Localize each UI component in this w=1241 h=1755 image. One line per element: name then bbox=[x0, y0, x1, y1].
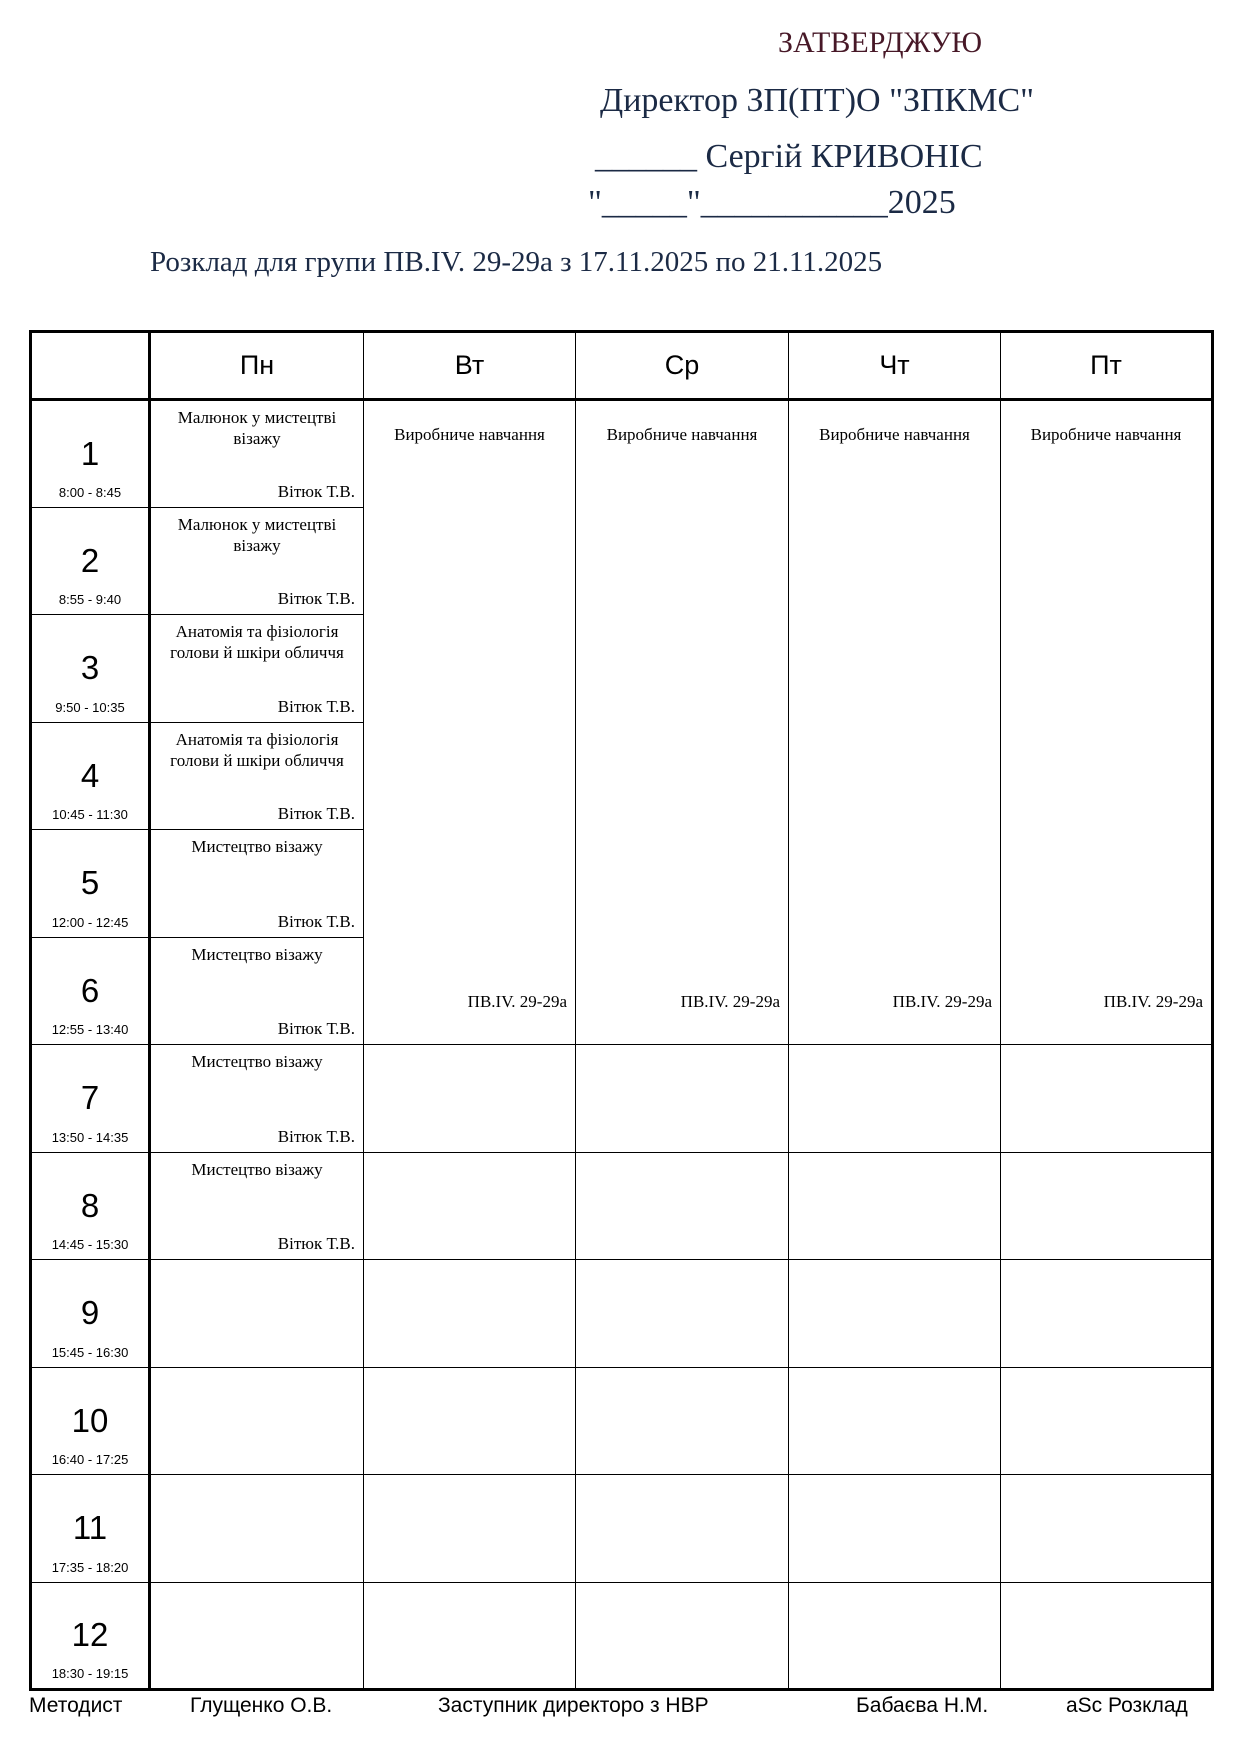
period-number: 9 bbox=[80, 1294, 100, 1332]
period-cell-10 bbox=[31, 1367, 150, 1475]
table-row bbox=[31, 1260, 1213, 1368]
lesson-cell-mon-8 bbox=[150, 1152, 364, 1260]
empty-cell-fri-7 bbox=[1001, 1045, 1213, 1153]
period-time: 8:00 - 8:45 bbox=[58, 484, 122, 500]
period-number: 7 bbox=[80, 1079, 100, 1117]
table-row bbox=[31, 1367, 1213, 1475]
lesson-cell-mon-6 bbox=[150, 937, 364, 1045]
practice-cell-thu bbox=[789, 400, 1001, 1045]
footer-deputy-label: Заступник директоро з НВР bbox=[438, 1694, 709, 1717]
lesson-subject: Мистецтво візажу bbox=[191, 944, 323, 964]
practice-subject: Виробниче навчання bbox=[606, 425, 758, 444]
day-header-thu: Чт bbox=[789, 332, 1001, 400]
lesson-subject: Анатомія та фізіологія голови й шкіри обличчя bbox=[170, 622, 344, 663]
period-cell-8 bbox=[31, 1152, 150, 1260]
period-time: 12:55 - 13:40 bbox=[51, 1022, 129, 1037]
period-cell-12 bbox=[31, 1582, 150, 1690]
period-number: 8 bbox=[80, 1186, 100, 1224]
period-time: 15:45 - 16:30 bbox=[51, 1344, 129, 1360]
empty-cell-tue-10 bbox=[364, 1367, 576, 1475]
period-time: 8:55 - 9:40 bbox=[58, 592, 122, 607]
period-cell-5 bbox=[31, 830, 150, 938]
day-header-fri: Пт bbox=[1001, 332, 1213, 400]
period-number: 2 bbox=[80, 541, 100, 579]
period-time: 13:50 - 14:35 bbox=[51, 1129, 129, 1145]
empty-cell-wed-10 bbox=[576, 1367, 789, 1475]
period-cell-2 bbox=[31, 507, 150, 615]
period-cell-3 bbox=[31, 615, 150, 723]
practice-cell-wed bbox=[576, 400, 789, 1045]
period-cell-7 bbox=[31, 1045, 150, 1153]
period-number: 1 bbox=[80, 434, 100, 472]
practice-group: ПВ.IV. 29-29а bbox=[467, 992, 567, 1011]
practice-group: ПВ.IV. 29-29а bbox=[680, 992, 780, 1011]
signature-line: ______ Сергій КРИВОНІС bbox=[595, 138, 983, 175]
lesson-teacher: Вітюк Т.В. bbox=[277, 1126, 355, 1146]
empty-cell-fri-12 bbox=[1001, 1582, 1213, 1690]
table-row bbox=[31, 1152, 1213, 1260]
schedule-table bbox=[29, 330, 1214, 1691]
practice-group: ПВ.IV. 29-29а bbox=[1103, 992, 1203, 1011]
empty-cell-thu-12 bbox=[789, 1582, 1001, 1690]
lesson-cell-mon-4 bbox=[150, 722, 364, 830]
empty-cell-wed-7 bbox=[576, 1045, 789, 1153]
day-header-mon: Пн bbox=[150, 332, 364, 400]
practice-cell-tue bbox=[364, 400, 576, 1045]
practice-subject: Виробниче навчання bbox=[394, 425, 545, 444]
table-row bbox=[31, 1475, 1213, 1583]
empty-cell-tue-12 bbox=[364, 1582, 576, 1690]
period-time: 16:40 - 17:25 bbox=[51, 1452, 129, 1467]
period-number: 5 bbox=[80, 864, 100, 902]
director-title-line: Директор ЗП(ПТ)О "ЗПКМС" bbox=[600, 82, 1034, 119]
empty-cell-wed-9 bbox=[576, 1260, 789, 1368]
empty-cell-mon-10 bbox=[150, 1367, 364, 1475]
empty-cell-wed-11 bbox=[576, 1475, 789, 1583]
empty-cell-thu-7 bbox=[789, 1045, 1001, 1153]
empty-cell-thu-10 bbox=[789, 1367, 1001, 1475]
period-time: 17:35 - 18:20 bbox=[51, 1559, 129, 1575]
date-line: "_____"___________2025 bbox=[588, 184, 956, 221]
empty-cell-thu-11 bbox=[789, 1475, 1001, 1583]
empty-cell-fri-8 bbox=[1001, 1152, 1213, 1260]
practice-group: ПВ.IV. 29-29а bbox=[892, 992, 992, 1011]
practice-cell-fri bbox=[1001, 400, 1213, 1045]
period-number: 10 bbox=[71, 1401, 109, 1439]
empty-cell-fri-11 bbox=[1001, 1475, 1213, 1583]
lesson-subject: Мистецтво візажу bbox=[191, 1159, 323, 1179]
lesson-cell-mon-2 bbox=[150, 507, 364, 615]
period-time: 10:45 - 11:30 bbox=[52, 807, 128, 822]
period-time: 12:00 - 12:45 bbox=[51, 914, 129, 930]
lesson-teacher: Вітюк Т.В. bbox=[277, 1234, 355, 1253]
empty-cell-thu-9 bbox=[789, 1260, 1001, 1368]
empty-cell-mon-11 bbox=[150, 1475, 364, 1583]
empty-cell-wed-8 bbox=[576, 1152, 789, 1260]
period-time: 14:45 - 15:30 bbox=[51, 1237, 129, 1252]
period-number: 6 bbox=[80, 971, 100, 1009]
empty-cell-tue-11 bbox=[364, 1475, 576, 1583]
period-time: 18:30 - 19:15 bbox=[51, 1666, 129, 1681]
period-cell-6 bbox=[31, 937, 150, 1045]
lesson-subject: Мистецтво візажу bbox=[191, 837, 323, 856]
table-row bbox=[31, 1582, 1213, 1690]
empty-cell-mon-9 bbox=[150, 1260, 364, 1368]
lesson-cell-mon-7 bbox=[150, 1045, 364, 1153]
practice-subject: Виробниче навчання bbox=[819, 425, 970, 444]
period-number: 11 bbox=[72, 1509, 108, 1547]
lesson-teacher: Вітюк Т.В. bbox=[277, 1019, 355, 1038]
lesson-subject: Малюнок у мистецтві візажу bbox=[177, 514, 337, 555]
lesson-teacher: Вітюк Т.В. bbox=[277, 481, 355, 501]
lesson-subject: Анатомія та фізіологія голови й шкіри обличчя bbox=[170, 729, 344, 770]
lesson-teacher: Вітюк Т.В. bbox=[277, 804, 355, 823]
period-cell-9 bbox=[31, 1260, 150, 1368]
footer-asc-brand: aSc Розклад bbox=[1066, 1694, 1188, 1717]
period-time: 9:50 - 10:35 bbox=[55, 699, 125, 715]
empty-cell-wed-12 bbox=[576, 1582, 789, 1690]
empty-cell-tue-9 bbox=[364, 1260, 576, 1368]
empty-cell-fri-9 bbox=[1001, 1260, 1213, 1368]
empty-cell-tue-7 bbox=[364, 1045, 576, 1153]
empty-cell-fri-10 bbox=[1001, 1367, 1213, 1475]
table-row bbox=[31, 1045, 1213, 1153]
corner-cell bbox=[31, 332, 150, 400]
period-number: 12 bbox=[71, 1616, 109, 1654]
period-cell-4 bbox=[31, 722, 150, 830]
period-cell-1 bbox=[31, 400, 150, 508]
practice-subject: Виробниче навчання bbox=[1030, 425, 1182, 444]
footer-methodist-label: Методист bbox=[29, 1694, 123, 1717]
footer-deputy-name: Бабаєва Н.М. bbox=[856, 1694, 989, 1717]
empty-cell-tue-8 bbox=[364, 1152, 576, 1260]
day-header-tue: Вт bbox=[364, 332, 576, 400]
page-title: Розклад для групи ПВ.IV. 29-29а з 17.11.2025 по 21.11.2025 bbox=[150, 246, 883, 278]
approve-label: ЗАТВЕРДЖУЮ bbox=[778, 26, 983, 59]
empty-cell-mon-12 bbox=[150, 1582, 364, 1690]
lesson-teacher: Вітюк Т.В. bbox=[277, 589, 355, 608]
lesson-cell-mon-1 bbox=[150, 400, 364, 508]
header-row bbox=[31, 332, 1213, 400]
lesson-cell-mon-5 bbox=[150, 830, 364, 938]
period-cell-11 bbox=[31, 1475, 150, 1583]
table-row bbox=[31, 400, 1213, 508]
period-number: 4 bbox=[80, 756, 100, 794]
footer-methodist-name: Глущенко О.В. bbox=[190, 1694, 333, 1717]
lesson-teacher: Вітюк Т.В. bbox=[277, 696, 355, 716]
lesson-cell-mon-3 bbox=[150, 615, 364, 723]
empty-cell-thu-8 bbox=[789, 1152, 1001, 1260]
period-number: 3 bbox=[80, 649, 100, 687]
lesson-teacher: Вітюк Т.В. bbox=[277, 911, 355, 931]
day-header-wed: Ср bbox=[576, 332, 789, 400]
lesson-subject: Мистецтво візажу bbox=[191, 1052, 323, 1071]
lesson-subject: Малюнок у мистецтві візажу bbox=[177, 408, 337, 449]
